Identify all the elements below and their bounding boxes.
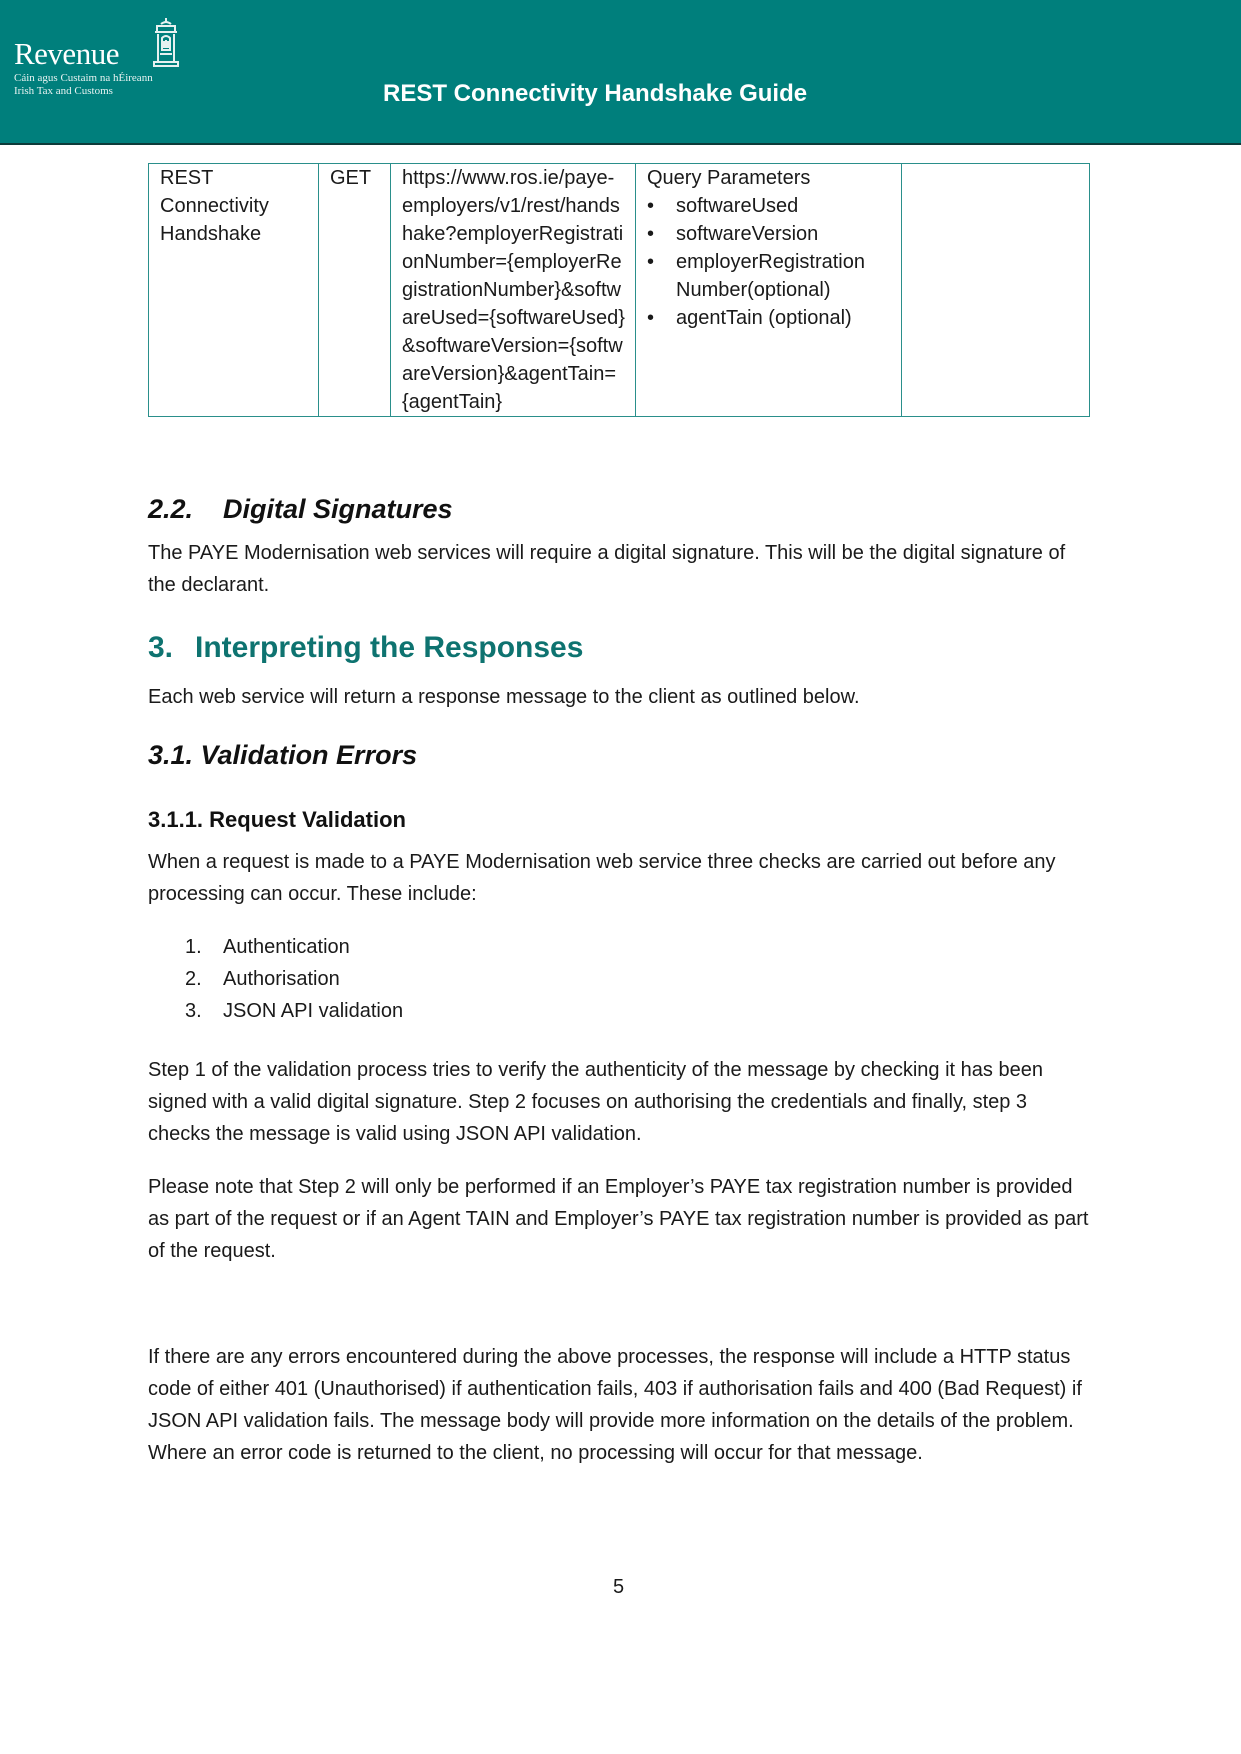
list-item: • softwareUsed [647, 192, 891, 220]
validation-steps-paragraph: Step 1 of the validation process tries to verify the authenticity of the message by checking it has been signed with a valid digital signature. Step 2 focuses on authorising the credentials and finally, step 3 checks the message is valid using JSON API validation. [148, 1059, 1043, 1145]
request-validation-intro: When a request is made to a PAYE Modernisation web service three checks are carried out before any processing can occur. These include: [148, 851, 1056, 905]
list-label: Authorisation [223, 968, 340, 990]
endpoint-name-cell: REST Connectivity Handshake [149, 164, 319, 417]
page-header [0, 0, 1241, 145]
list-number: 2. [185, 968, 202, 990]
list-item: • agentTain (optional) [647, 304, 891, 332]
section-title: Interpreting the Responses [195, 631, 584, 664]
document-title: REST Connectivity Handshake Guide [383, 80, 808, 107]
endpoint-table-wrapper [148, 163, 1090, 417]
http-method-cell: GET [319, 164, 391, 417]
section-2-2-heading [148, 494, 453, 525]
section-3-heading [148, 631, 583, 665]
list-number: 3. [185, 1000, 202, 1022]
list-label: Authentication [223, 936, 350, 958]
step-2-note-paragraph: Please note that Step 2 will only be performed if an Employer’s PAYE tax registration number is provided as part of the request or if an Agent TAIN and Employer’s PAYE tax registration number is provided as part of the request. [148, 1176, 1089, 1262]
brand-tagline-english: Irish Tax and Customs [14, 85, 113, 97]
page-number: 5 [613, 1576, 625, 1598]
section-3-body: Each web service will return a response message to the client as outlined below. [148, 686, 860, 708]
list-label: JSON API validation [223, 1000, 404, 1022]
error-codes-paragraph: If there are any errors encountered during the above processes, the response will include a HTTP status code of either 401 (Unauthorised) if authentication fails, 403 if authorisation fails and 400 (Bad Request) if JSON API validation fails. The message body will provide more information on the details of the problem. Where an error code is returned to the client, no processing will occur for that message. [148, 1346, 1082, 1464]
harp-icon [151, 16, 181, 68]
query-params-list [647, 192, 891, 332]
notes-cell [902, 164, 1090, 417]
list-number: 1. [185, 936, 202, 958]
endpoint-url-cell: https://www.ros.ie/paye-employers/v1/rest/handshake?employerRegistrationNumber={employerRegistrationNumber}&softwareUsed={softwareUsed}&softwareVersion={softwareVersion}&agentTain={agentTain} [391, 164, 636, 417]
section-2-2-body: The PAYE Modernisation web services will require a digital signature. This will be the digital signature of the declarant. [148, 542, 1066, 596]
revenue-logo [14, 14, 184, 104]
brand-name: Revenue [14, 36, 119, 71]
query-params-cell [636, 164, 902, 417]
list-item: • employerRegistration Number(optional) [647, 248, 891, 304]
endpoint-table [148, 163, 1090, 417]
brand-tagline-irish: Cáin agus Custaim na hÉireann [14, 72, 153, 84]
query-params-heading: Query Parameters [647, 167, 811, 189]
section-title: Digital Signatures [223, 494, 453, 524]
section-number: 2.2. [148, 494, 194, 524]
section-3-1-heading: 3.1. Validation Errors [148, 740, 418, 770]
list-item: • softwareVersion [647, 220, 891, 248]
table-row [149, 164, 1090, 417]
section-3-1-1-heading: 3.1.1. Request Validation [148, 807, 406, 832]
section-number: 3. [148, 631, 174, 664]
